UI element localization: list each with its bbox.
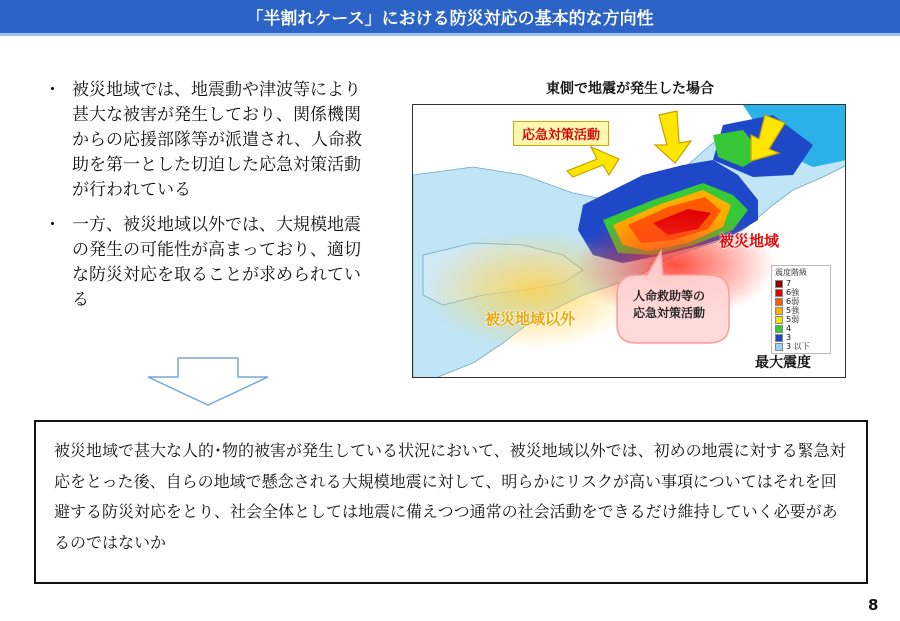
down-arrow-icon xyxy=(146,357,270,407)
bullet-item-affected xyxy=(44,78,364,203)
bullet-text: 被災地域では、地震動や津波等により甚大な被害が発生しており、関係機関からの応援部隊等が派遣され、人命救助を第一とした切迫した応急対策活動が行われている xyxy=(72,80,363,200)
legend-row xyxy=(775,297,827,306)
slide-title: 「半割れケース」における防災対応の基本的な方向性 xyxy=(246,9,654,29)
legend-label: 3 以下 xyxy=(786,342,810,351)
legend-swatch xyxy=(775,298,783,306)
conclusion-text: 被災地域で甚大な人的･物的被害が発生している状況において、被災地域以外では、初めの地震に対する緊急対応をとった後、自らの地域で懸念される大規模地震に対して、明らかにリスクが高い事項についてはそれを回避する防災対応をとり、社会全体としては地震に備えつつ通常の社会活動をできるだけ維持していく必要があるのではないか xyxy=(54,441,846,552)
intensity-legend xyxy=(771,265,831,354)
legend-row xyxy=(775,342,827,351)
bullet-item-outside xyxy=(44,213,364,313)
legend-row xyxy=(775,324,827,333)
map-caption: 最大震度 xyxy=(755,355,811,371)
legend-title: 震度階級 xyxy=(775,268,807,277)
slide-title-bar xyxy=(0,0,900,33)
intensity-map xyxy=(412,104,846,378)
bullet-marker: ・ xyxy=(44,80,61,100)
legend-label: 6弱 xyxy=(786,297,800,306)
legend-row xyxy=(775,315,827,324)
rescue-line-2: 応急対策活動 xyxy=(632,306,705,320)
legend-swatch xyxy=(775,289,783,297)
emergency-activity-callout: 応急対策活動 xyxy=(513,121,609,146)
legend-label: 7 xyxy=(786,279,792,288)
bullet-marker: ・ xyxy=(44,215,61,235)
conclusion-box xyxy=(34,420,868,584)
legend-swatch xyxy=(775,325,783,333)
legend-row xyxy=(775,279,827,288)
legend-label: 5弱 xyxy=(786,315,800,324)
legend-label: 5強 xyxy=(786,306,800,315)
page-number: 8 xyxy=(868,596,879,614)
legend-swatch xyxy=(775,280,783,288)
legend-swatch xyxy=(775,343,783,351)
legend-swatch xyxy=(775,334,783,342)
outside-area-label: 被災地域以外 xyxy=(485,310,576,328)
legend-row xyxy=(775,333,827,342)
legend-swatch xyxy=(775,316,783,324)
map-heading: 東側で地震が発生した場合 xyxy=(546,81,714,97)
bullet-list xyxy=(44,78,364,323)
legend-row xyxy=(775,306,827,315)
legend-row xyxy=(775,288,827,297)
legend-swatch xyxy=(775,307,783,315)
rescue-line-1: 人命救助等の xyxy=(632,289,705,303)
bullet-text: 一方、被災地域以外では、大規模地震の発生の可能性が高まっており、適切な防災対応を取ることが求められている xyxy=(72,215,361,310)
legend-label: 3 xyxy=(786,333,792,342)
affected-area-label: 被災地域 xyxy=(719,232,780,250)
title-underline xyxy=(0,33,900,36)
legend-label: 6強 xyxy=(786,288,800,297)
rescue-activity-label xyxy=(613,288,725,322)
legend-label: 4 xyxy=(786,324,792,333)
